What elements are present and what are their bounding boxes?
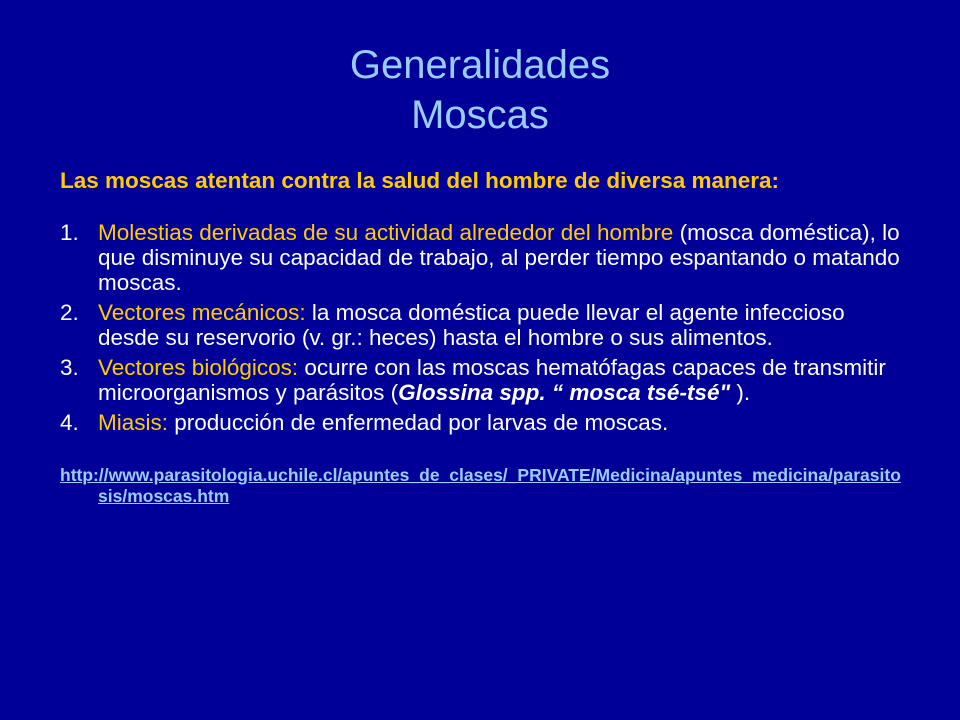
list-item-emphasis: Glossina spp. “ mosca tsé-tsé" <box>398 380 731 405</box>
list-item-highlight: Vectores biológicos: <box>98 355 299 380</box>
list-item-highlight: Vectores mecánicos: <box>98 300 306 325</box>
list-item-highlight: Miasis: <box>98 410 169 435</box>
numbered-list <box>60 220 910 435</box>
list-item-number: 3. <box>60 355 79 380</box>
list-item-text: producción de enfermedad por larvas de moscas. <box>168 410 669 435</box>
source-link[interactable]: http://www.parasitologia.uchile.cl/apuntes_de_clases/_PRIVATE/Medicina/apuntes_medicina/parasitosis/moscas.htm <box>60 465 901 506</box>
list-item-number: 2. <box>60 300 79 325</box>
list-item <box>60 300 910 350</box>
list-item <box>60 220 910 295</box>
list-item-text: ocurre con las moscas hematófagas capaces de transmitir microorganismos y parásitos ( <box>98 355 886 405</box>
list-item-text-end: ). <box>730 380 751 405</box>
slide-title <box>0 40 960 140</box>
list-item-number: 1. <box>60 220 79 245</box>
list-item-text: la mosca doméstica puede llevar el agente infeccioso desde su reservorio (v. gr.: heces) hasta el hombre o sus alimentos. <box>98 300 845 350</box>
intro-text: Las moscas atentan contra la salud del hombre de diversa manera: <box>60 168 780 193</box>
list-item <box>60 410 910 435</box>
list-item-highlight: Molestias derivadas de su actividad alrededor del hombre <box>98 220 674 245</box>
slide-content <box>60 168 910 507</box>
list-item-text: (mosca doméstica), lo que disminuye su capacidad de trabajo, al perder tiempo espantando o matando moscas. <box>98 220 900 295</box>
title-line-2: Moscas <box>411 93 549 137</box>
list-item-number: 4. <box>60 410 79 435</box>
list-item <box>60 355 910 405</box>
title-line-1: Generalidades <box>349 43 611 87</box>
